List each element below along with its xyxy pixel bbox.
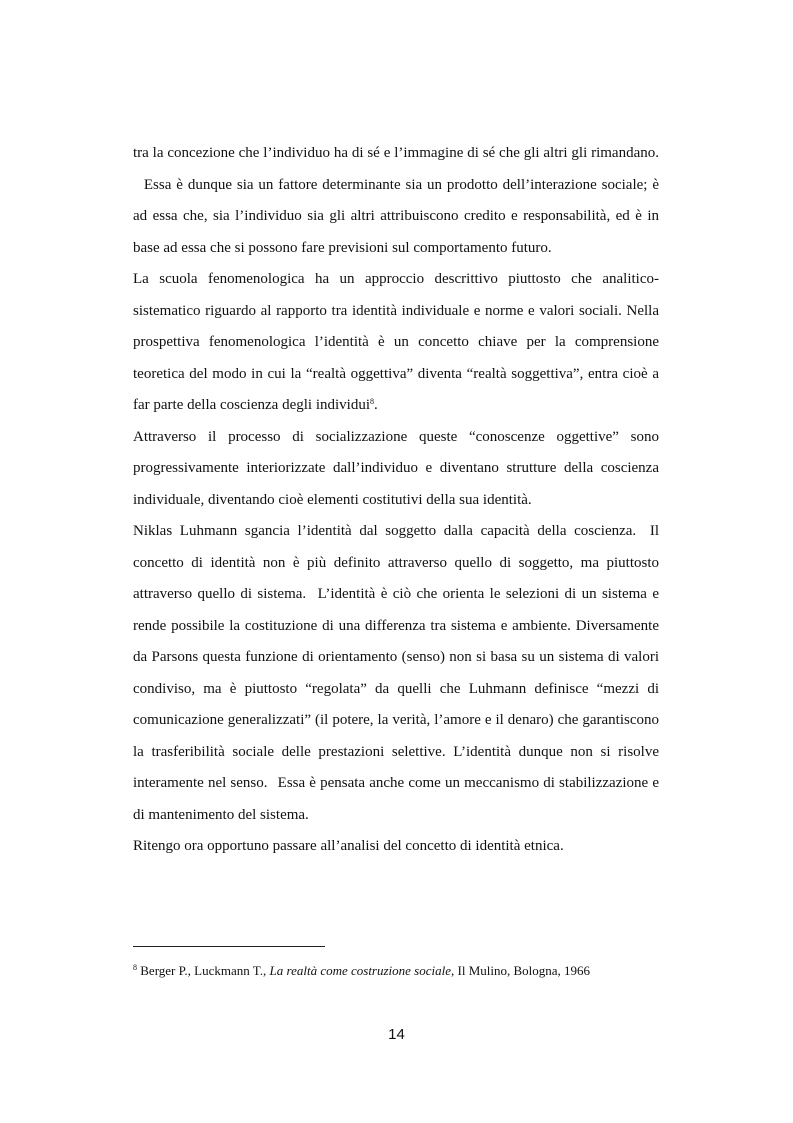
paragraph-2-text: La scuola fenomenologica ha un approccio descrittivo piuttosto che analitico-sistematico riguardo al rapporto tra identità individuale e norme e valori sociali. Nella prospettiva fenomenologica l’identità è un concetto chiave per la comprensione teoretica del modo in cui la “realtà oggettiva” diventa “realtà soggettiva”, entra cioè a far parte della coscienza degli individui <box>133 271 659 413</box>
paragraph-2-tail: . <box>373 397 378 413</box>
paragraph-identity-definition <box>133 138 659 264</box>
paragraph-luhmann <box>133 516 659 831</box>
paragraph-4-sentence-3: L’identità è ciò che orienta le selezioni di un sistema e rende possibile la costituzione di una differenza tra sistema e ambiente. Diversamente da Parsons questa funzione di orientamento (senso) non si basa su un sistema di valori condiviso, ma è piuttosto “regolata” da quelli che Luhmann definisce “mezzi di comunicazione generalizzati” (il potere, la verità, l’amore e il denaro) che garantiscono la trasferibilità sociale delle prestazioni selettive. <box>133 586 660 760</box>
footnote-book-title: La realtà come costruzione sociale, <box>269 963 455 978</box>
body-text <box>133 138 659 863</box>
paragraph-4-sentence-1: Niklas Luhmann sgancia l’identità dal soggetto dalla capacità della coscienza. <box>133 523 637 539</box>
paragraph-1-part-2: Essa è dunque sia un fattore determinante sia un prodotto dell’interazione sociale; è ad essa che, sia l’individuo sia gli altri attribuiscono credito e responsabilità, ed è in base ad essa che si possono fare previsioni sul comportamento futuro. <box>133 176 659 256</box>
paragraph-ethnic-identity: Ritengo ora opportuno passare all’analisi del concetto di identità etnica. <box>133 838 564 854</box>
paragraph-4-sentence-5: Essa è pensata anche come un meccanismo di stabilizzazione e di mantenimento del sistema. <box>133 775 659 823</box>
footnote-publisher: Il Mulino, Bologna, 1966 <box>457 963 591 978</box>
paragraph-1-part-1: tra la concezione che l’individuo ha di sé e l’immagine di sé che gli altri gli rimandano. <box>133 145 659 161</box>
page-number: 14 <box>388 1026 405 1043</box>
paragraph-socialization: Attraverso il processo di socializzazione queste “conoscenze oggettive” sono progressivamente interiorizzate dall’individuo e diventano strutture della coscienza individuale, diventando cioè elementi costitutivi della sua identità. <box>133 428 659 508</box>
paragraph-4-sentence-4: L’identità dunque non si risolve interamente nel senso. <box>133 743 659 791</box>
footnote-reference[interactable]: 8 <box>369 397 374 406</box>
footnote-authors: Berger P., Luckmann T., <box>140 963 267 978</box>
footnote-separator <box>133 946 325 947</box>
paragraph-phenomenology <box>133 264 659 422</box>
paragraph-4-sentence-2: Il concetto di identità non è più definito attraverso quello di soggetto, ma piuttosto attraverso quello di sistema. <box>133 523 660 602</box>
footnote <box>133 962 693 980</box>
footnote-number: 8 <box>133 963 137 972</box>
